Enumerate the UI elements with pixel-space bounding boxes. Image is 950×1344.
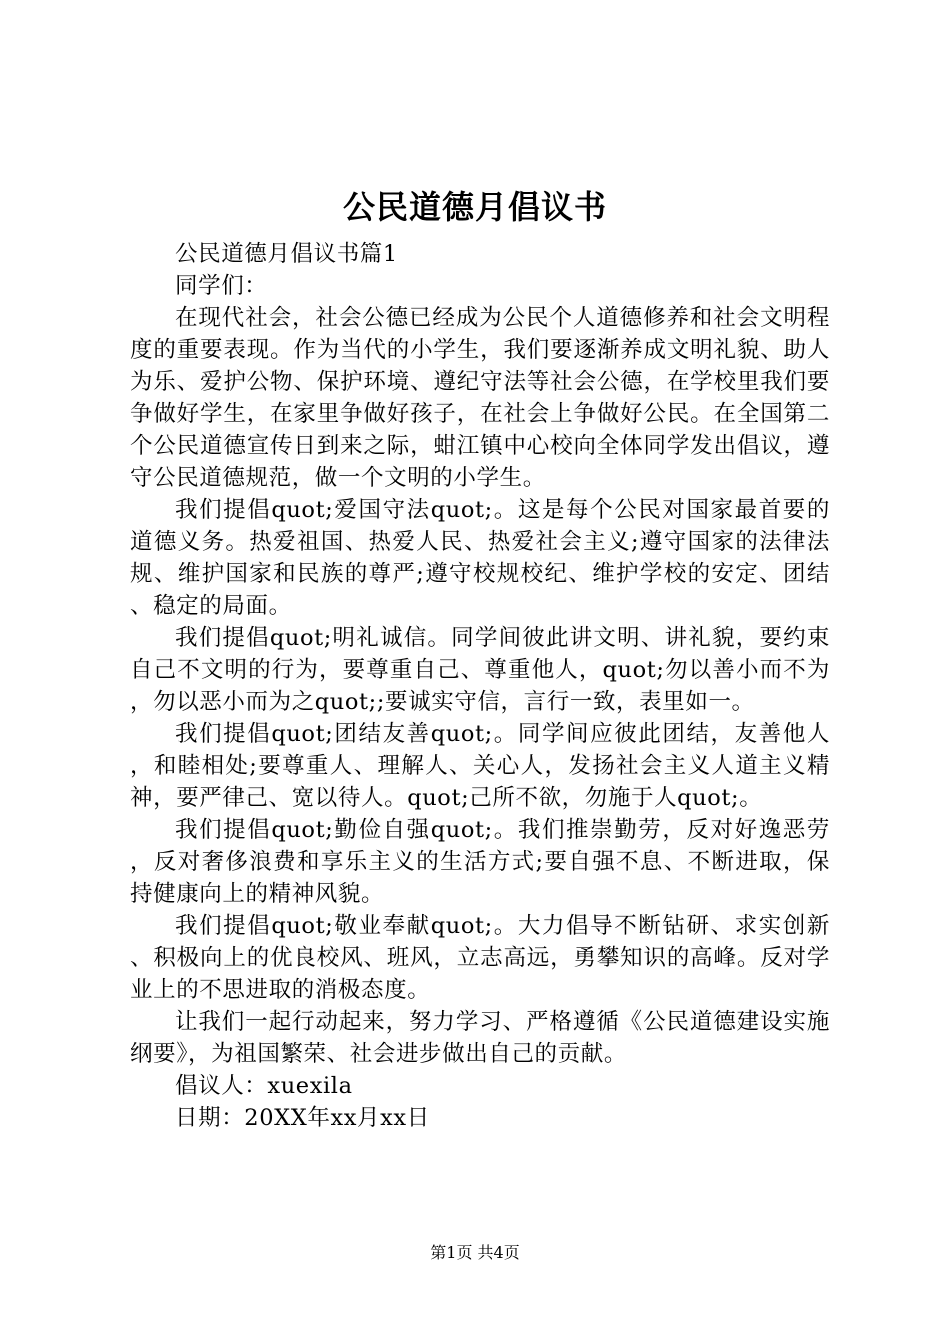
page-number-footer: 第1页 共4页 bbox=[430, 1243, 520, 1262]
body-paragraph-thrift: 我们提倡quot;勤俭自强quot;。我们推崇勤劳，反对好逸恶劳，反对奢侈浪费和享乐主义的生活方式;要自强不息、不断进取，保持健康向上的精神风貌。 bbox=[130, 817, 830, 907]
document-title: 公民道德月倡议书 bbox=[342, 188, 607, 226]
body-paragraph-patriotism: 我们提倡quot;爱国守法quot;。这是每个公民对国家最首要的道德义务。热爱祖国、热爱人民、热爱社会主义;遵守国家的法律法规、维护国家和民族的尊严;遵守校规校纪、维护学校的安定、团结、稳定的局面。 bbox=[130, 497, 830, 619]
section-heading: 公民道德月倡议书篇1 bbox=[175, 241, 398, 267]
body-paragraph-intro: 在现代社会，社会公德已经成为公民个人道德修养和社会文明程度的重要表现。作为当代的小学生，我们要逐渐养成文明礼貌、助人为乐、爱护公物、保护环境、遵纪守法等社会公德，在学校里我们要争做好学生，在家里争做好孩子，在社会上争做好公民。在全国第二个公民道德宣传日到来之际，蚶江镇中心校向全体同学发出倡议，遵守公民道德规范，做一个文明的小学生。 bbox=[130, 305, 830, 491]
document-body bbox=[130, 238, 830, 1134]
salutation: 同学们： bbox=[175, 273, 268, 299]
body-paragraph-dedication: 我们提倡quot;敬业奉献quot;。大力倡导不断钻研、求实创新、积极向上的优良校风、班风，立志高远，勇攀知识的高峰。反对学业上的不思进取的消极态度。 bbox=[130, 913, 830, 1003]
signature-line: 倡议人：xuexila bbox=[175, 1073, 353, 1099]
body-paragraph-unity: 我们提倡quot;团结友善quot;。同学间应彼此团结，友善他人，和睦相处;要尊重人、理解人、关心人，发扬社会主义人道主义精神，要严律己、宽以待人。quot;己所不欲，勿施于人quot;。 bbox=[130, 721, 830, 811]
body-paragraph-call-to-action: 让我们一起行动起来，努力学习、严格遵循《公民道德建设实施纲要》，为祖国繁荣、社会进步做出自己的贡献。 bbox=[130, 1009, 830, 1067]
body-paragraph-courtesy: 我们提倡quot;明礼诚信。同学间彼此讲文明、讲礼貌，要约束自己不文明的行为，要尊重自己、尊重他人，quot;勿以善小而不为，勿以恶小而为之quot;;要诚实守信，言行一致，表里如一。 bbox=[130, 625, 830, 715]
date-line: 日期：20XX年xx月xx日 bbox=[175, 1105, 430, 1131]
